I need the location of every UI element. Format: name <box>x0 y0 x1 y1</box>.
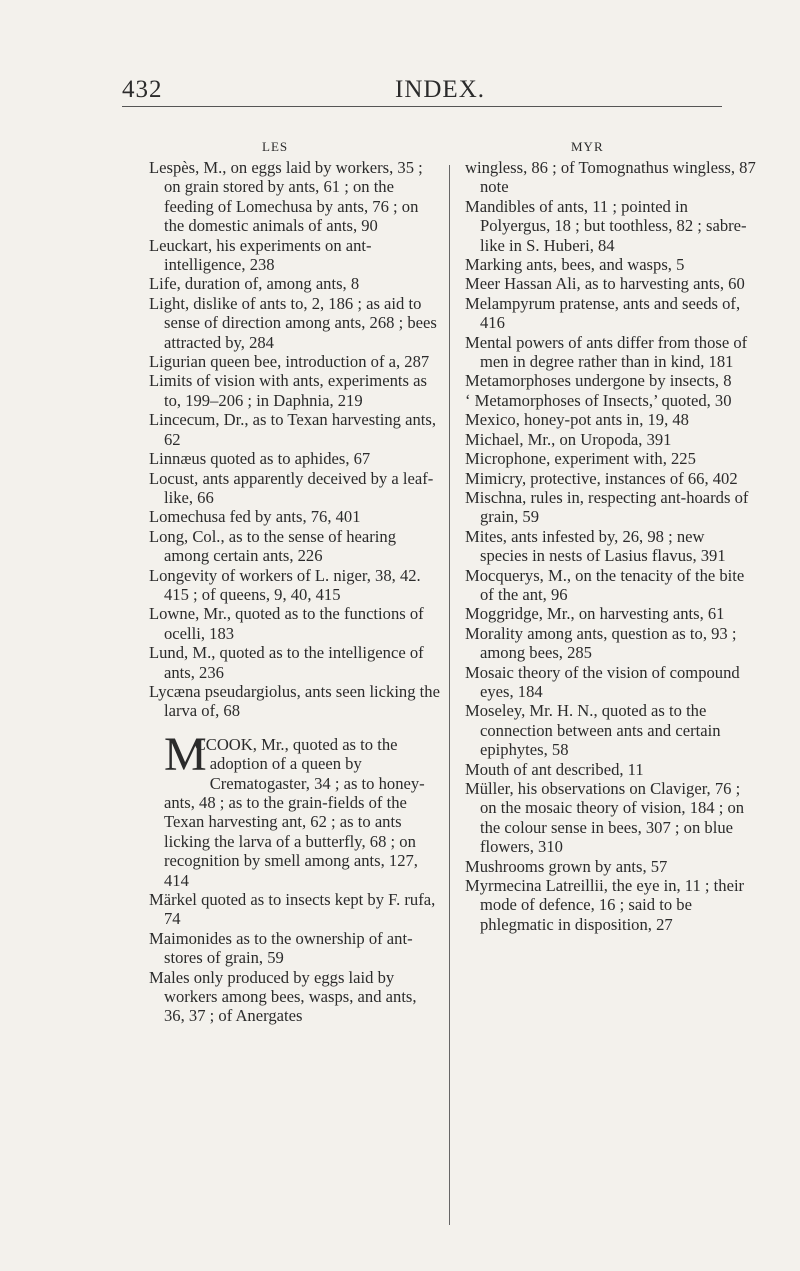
index-entry: Lincecum, Dr., as to Texan harvesting ants, 62 <box>149 410 437 449</box>
index-entry: Light, dislike of ants to, 2, 186 ; as aid to sense of direction among ants, 268 ; bees attracted by, 284 <box>149 293 437 352</box>
guide-word-left: LES <box>262 139 289 154</box>
index-entry: Mexico, honey-pot ants in, 19, 48 <box>465 410 689 430</box>
index-entry: Ligurian queen bee, introduction of a, 287 <box>149 352 430 372</box>
column-divider <box>449 165 450 1225</box>
index-entry: ‘ Metamorphoses of Insects,’ quoted, 30 <box>465 390 732 410</box>
index-entry: Lund, M., quoted as to the intelligence of ants, 236 <box>149 643 424 682</box>
index-entry: Märkel quoted as to insects kept by F. rufa, 74 <box>149 890 436 929</box>
index-entry: Males only produced by eggs laid by workers among bees, wasps, and ants, 36, 37 ; of Anergates <box>149 967 417 1026</box>
index-entry-mccook <box>149 727 440 890</box>
index-column-left <box>149 158 440 1026</box>
index-entry: Michael, Mr., on Uropoda, 391 <box>465 429 672 449</box>
index-entry: Locust, ants apparently deceived by a leaf-like, 66 <box>149 468 434 507</box>
index-entry: Mouth of ant described, 11 <box>465 759 644 779</box>
index-entry: Meer Hassan Ali, as to harvesting ants, 60 <box>465 274 745 294</box>
index-entry: Lomechusa fed by ants, 76, 401 <box>149 507 361 527</box>
index-entry: Lowne, Mr., quoted as to the functions of ocelli, 183 <box>149 604 424 643</box>
index-entry: Mocquerys, M., on the tenacity of the bite of the ant, 96 <box>465 565 745 604</box>
index-entry: Myrmecina Latreillii, the eye in, 11 ; their mode of defence, 16 ; said to be phlegmatic in disposition, 27 <box>465 876 745 934</box>
index-entry: Mites, ants infested by, 26, 98 ; new species in nests of Lasius flavus, 391 <box>465 526 726 566</box>
index-entry-text: CCOOK, Mr., quoted as to the adoption of a queen by Crematogaster, 34 ; as to honey-ants, 48 ; as to the grain-fields of the Texan harvesting ant, 62 ; as to ants licking the larva of a butterfly, 68 ; on recognition by smell among ants, 127, 414 <box>164 734 425 890</box>
index-entry: Melampyrum pratense, ants and seeds of, 416 <box>465 293 741 333</box>
index-entry: Mosaic theory of the vision of compound eyes, 184 <box>465 662 740 701</box>
index-entry: Lespès, M., on eggs laid by workers, 35 ; on grain stored by ants, 61 ; on the feeding of Lomechusa by ants, 76 ; on the domestic animals of ants, 90 <box>149 158 423 236</box>
index-entry: Longevity of workers of L. niger, 38, 42. 415 ; of queens, 9, 40, 415 <box>149 565 421 604</box>
index-entry: Lycæna pseudargiolus, ants seen licking the larva of, 68 <box>149 681 440 721</box>
index-entry: Müller, his observations on Claviger, 76 ; on the mosaic theory of vision, 184 ; on the colour sense in bees, 307 ; on blue flowers, 310 <box>465 779 745 857</box>
index-entry: Mandibles of ants, 11 ; pointed in Polyergus, 18 ; but toothless, 82 ; sabre-like in S. Huberi, 84 <box>465 196 747 255</box>
guide-word-right: MYR <box>571 139 604 154</box>
index-entry: Metamorphoses undergone by insects, 8 <box>465 371 732 391</box>
index-entry: Leuckart, his experiments on ant-intelligence, 238 <box>149 235 372 275</box>
index-entries-left <box>149 158 440 721</box>
index-entry: Mushrooms grown by ants, 57 <box>465 856 668 876</box>
index-column-right <box>465 158 756 934</box>
index-entry: Life, duration of, among ants, 8 <box>149 274 360 294</box>
index-entry: Microphone, experiment with, 225 <box>465 449 696 469</box>
index-entry: Morality among ants, question as to, 93 ; among bees, 285 <box>465 623 737 663</box>
index-entry: Maimonides as to the ownership of ant-stores of grain, 59 <box>149 928 413 968</box>
index-entry: Mental powers of ants differ from those of men in degree rather than in kind, 181 <box>465 332 748 372</box>
index-entry: Moseley, Mr. H. N., quoted as to the connection between ants and certain epiphytes, 58 <box>465 701 721 760</box>
index-entries-left-continued <box>149 890 440 1026</box>
drop-cap-letter: M <box>164 727 207 781</box>
index-entry: Mimicry, protective, instances of 66, 402 <box>465 468 738 488</box>
header-rule <box>122 106 722 107</box>
index-entry: Marking ants, bees, and wasps, 5 <box>465 255 685 275</box>
index-entry: Limits of vision with ants, experiments as to, 199–206 ; in Daphnia, 219 <box>149 371 427 410</box>
page-title: INDEX. <box>395 76 486 103</box>
index-entry: Moggridge, Mr., on harvesting ants, 61 <box>465 604 725 624</box>
index-entries-right <box>465 158 756 934</box>
index-entry: wingless, 86 ; of Tomognathus wingless, 87 note <box>465 158 756 197</box>
page-number: 432 <box>122 76 163 103</box>
index-entry: Linnæus quoted as to aphides, 67 <box>149 449 371 469</box>
index-entry: Long, Col., as to the sense of hearing among certain ants, 226 <box>149 526 397 566</box>
index-entry: Mischna, rules in, respecting ant-hoards of grain, 59 <box>465 487 749 527</box>
